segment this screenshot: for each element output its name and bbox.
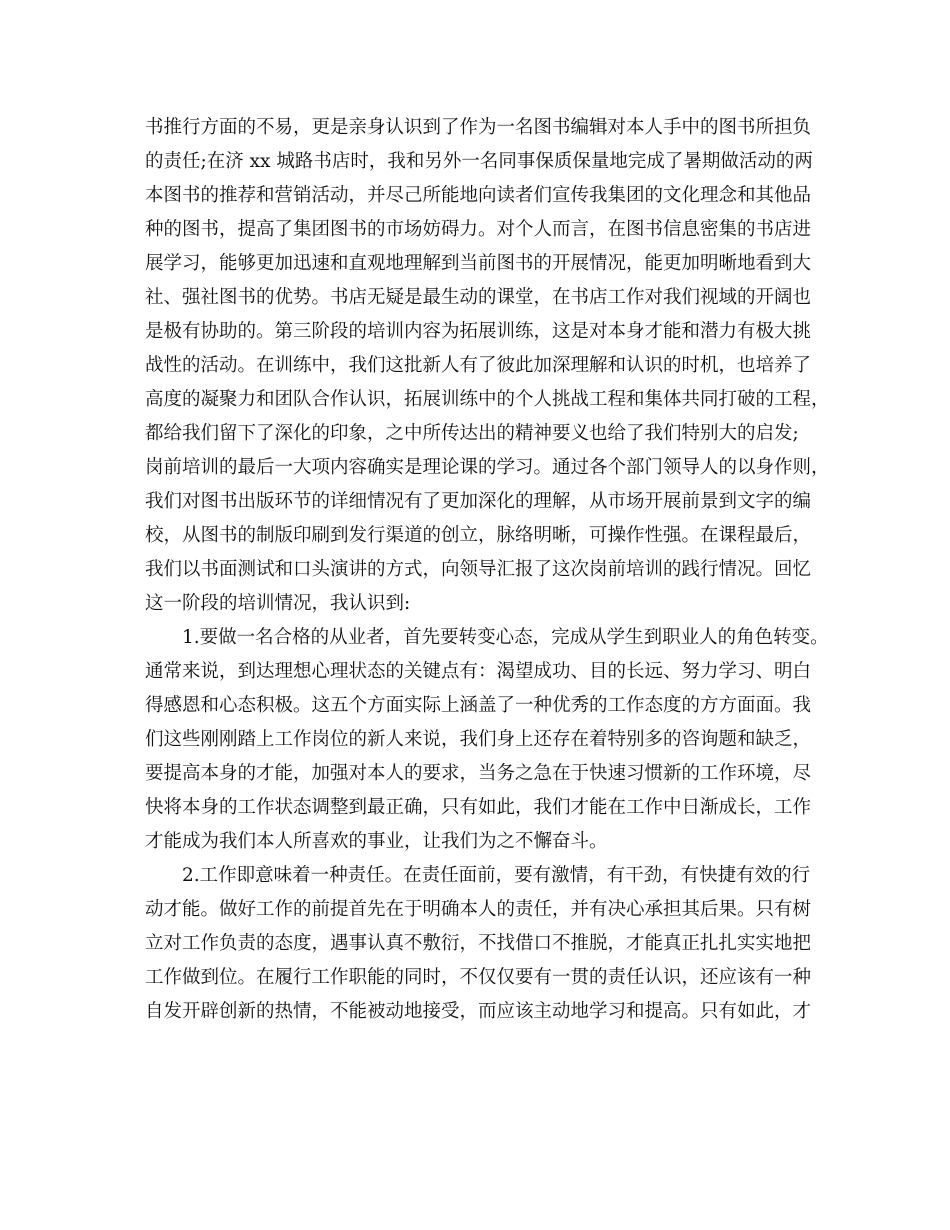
text-line: 种的图书，提高了集团图书的市场妨碍力。对个人而言，在图书信息密集的书店进	[145, 219, 812, 240]
text-line: 岗前培训的最后一大项内容确实是理论课的学习。通过各个部门领导人的以身作则，	[145, 457, 830, 478]
numbered-point-2: 2.工作即意味着一种责任。在责任面前，要有激情，有干劲，有快捷有效的行	[182, 865, 811, 886]
text-line: 快将本身的工作状态调整到最正确，只有如此，我们才能在工作中日渐成长，工作	[145, 797, 812, 818]
text-line: 展学习，能够更加迅速和直观地理解到当前图书的开展情况，能更加明晰地看到大	[145, 253, 812, 274]
text-line: 书推行方面的不易，更是亲身认识到了作为一名图书编辑对本人手中的图书所担负	[145, 117, 812, 138]
text-line: 战性的活动。在训练中，我们这批新人有了彼此加深理解和认识的时机，也培养了	[145, 355, 812, 376]
text-line: 是极有协助的。第三阶段的培训内容为拓展训练，这是对本身才能和潜力有极大挑	[145, 321, 812, 342]
text-line: 通常来说，到达理想心理状态的关键点有：渴望成功、目的长远、努力学习、明白	[145, 661, 812, 682]
text-line: 动才能。做好工作的前提首先在于明确本人的责任，并有决心承担其后果。只有树	[145, 899, 812, 920]
text-line: 要提高本身的才能，加强对本人的要求，当务之急在于快速习惯新的工作环境，尽	[145, 763, 812, 784]
text-line: 高度的凝聚力和团队合作认识，拓展训练中的个人挑战工程和集体共同打破的工程，	[145, 389, 830, 410]
text-line: 的责任;在济 xx 城路书店时，我和另外一名同事保质保量地完成了暑期做活动的两	[145, 151, 813, 172]
text-line: 们这些刚刚踏上工作岗位的新人来说，我们身上还存在着特别多的咨询题和缺乏，	[145, 729, 812, 750]
text-line: 自发开辟创新的热情，不能被动地接受，而应该主动地学习和提高。只有如此，才	[145, 1001, 812, 1022]
text-line: 我们以书面测试和口头演讲的方式，向领导汇报了这次岗前培训的践行情况。回忆	[145, 559, 812, 580]
text-line: 工作做到位。在履行工作职能的同时，不仅仅要有一贯的责任认识，还应该有一种	[145, 967, 812, 988]
text-line: 我们对图书出版环节的详细情况有了更加深化的理解，从市场开展前景到文字的编	[145, 491, 812, 512]
text-line: 社、强社图书的优势。书店无疑是最生动的课堂，在书店工作对我们视域的开阔也	[145, 287, 812, 308]
text-line: 立对工作负责的态度，遇事认真不敷衍，不找借口不推脱，才能真正扎扎实实地把	[145, 933, 812, 954]
numbered-point-1: 1.要做一名合格的从业者，首先要转变心态，完成从学生到职业人的角色转变。	[182, 627, 829, 648]
text-line: 这一阶段的培训情况，我认识到:	[145, 593, 411, 614]
text-line: 得感恩和心态积极。这五个方面实际上涵盖了一种优秀的工作态度的方方面面。我	[145, 695, 812, 716]
text-line: 本图书的推荐和营销活动，并尽己所能地向读者们宣传我集团的文化理念和其他品	[145, 185, 812, 206]
text-line: 校，从图书的制版印刷到发行渠道的创立，脉络明晰，可操作性强。在课程最后，	[145, 525, 812, 546]
text-line: 才能成为我们本人所喜欢的事业，让我们为之不懈奋斗。	[145, 831, 608, 852]
text-line: 都给我们留下了深化的印象，之中所传达出的精神要义也给了我们特别大的启发;	[145, 423, 799, 444]
